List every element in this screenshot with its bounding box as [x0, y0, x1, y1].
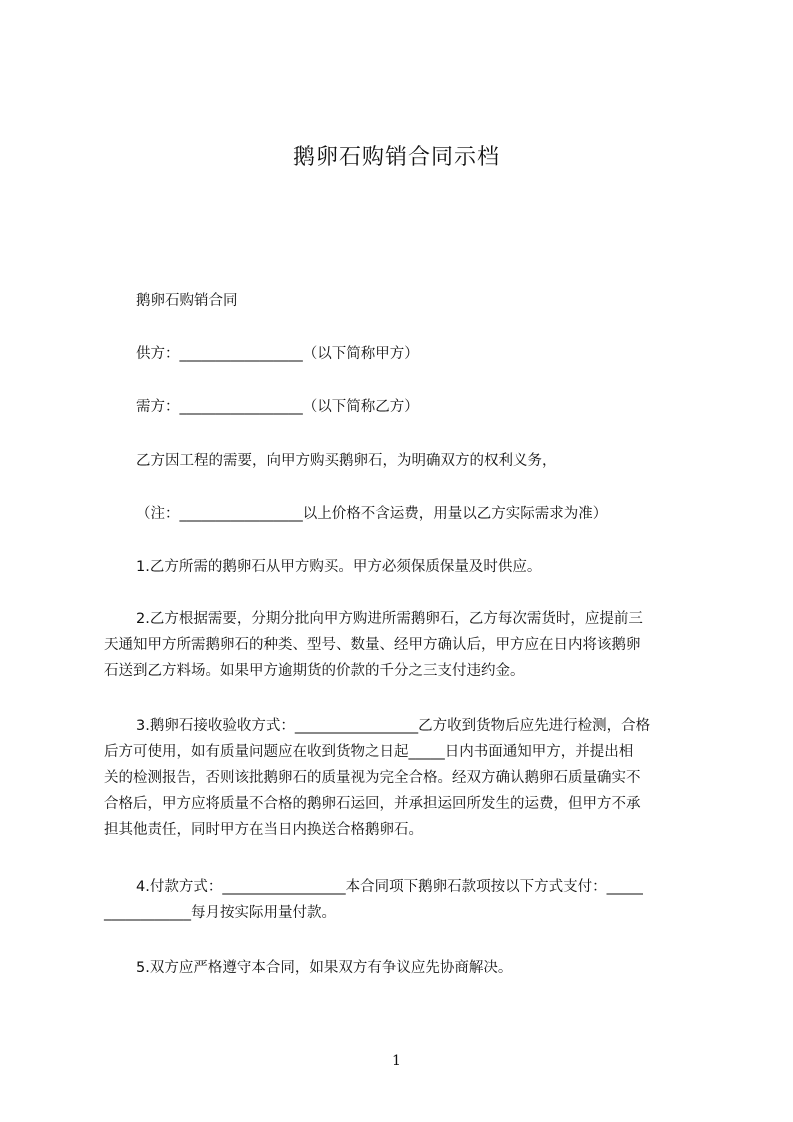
paragraph-line: ____________每月按实际用量付款。	[104, 905, 336, 921]
paragraph-supplier	[104, 341, 704, 367]
paragraph-intro	[104, 448, 704, 474]
clause-3	[104, 713, 704, 843]
paragraph-line: 合格后，甲方应将质量不合格的鹅卵石运回，并承担运回所发生的运费，但甲方不承	[104, 796, 641, 812]
paragraph-line: 乙方因工程的需要，向甲方购买鹅卵石，为明确双方的权利义务，	[136, 453, 557, 469]
paragraph-line: 2.乙方根据需要，分期分批向甲方购进所需鹅卵石，乙方每次需货时，应提前三	[136, 611, 643, 627]
paragraph-line: 1.乙方所需的鹅卵石从甲方购买。甲方必须保质保量及时供应。	[136, 559, 542, 575]
paragraph-line: 鹅卵石购销合同	[136, 293, 238, 309]
paragraph-line: 后方可使用，如有质量问题应在收到货物之日起_____日内书面通知甲方，并提出相	[104, 744, 634, 760]
paragraph-line: 担其他责任，同时甲方在当日内换送合格鹅卵石。	[104, 822, 423, 838]
paragraph-line: 天通知甲方所需鹅卵石的种类、型号、数量、经甲方确认后，甲方应在日内将该鹅卵	[104, 637, 641, 653]
paragraph-line: 4.付款方式：_________________本合同项下鹅卵石款项按以下方式支付：_____	[136, 879, 643, 895]
paragraph-heading	[104, 288, 704, 314]
document-title: 鹅卵石购销合同示档	[292, 145, 500, 170]
clause-4	[104, 874, 704, 926]
paragraph-line: 关的检测报告，否则该批鹅卵石的质量视为完全合格。经双方确认鹅卵石质量确实不	[104, 770, 641, 786]
paragraph-line: 5.双方应严格遵守本合同，如果双方有争议应先协商解决。	[136, 960, 513, 976]
clause-1	[104, 554, 704, 580]
clause-2	[104, 606, 704, 684]
paragraph-buyer	[104, 394, 704, 420]
page-number: 1	[392, 1053, 401, 1069]
paragraph-line: 3.鹅卵石接收验收方式：_________________乙方收到货物后应先进行检测，合格	[136, 718, 651, 734]
paragraph-line: （注：_________________以上价格不含运费，用量以乙方实际需求为准）	[136, 506, 608, 522]
paragraph-note	[104, 501, 704, 527]
paragraph-line: 石送到乙方料场。如果甲方逾期货的价款的千分之三支付违约金。	[104, 663, 525, 679]
clause-5	[104, 955, 704, 981]
paragraph-line: 需方：_________________（以下简称乙方）	[136, 399, 419, 415]
paragraph-line: 供方：_________________（以下简称甲方）	[136, 346, 419, 362]
